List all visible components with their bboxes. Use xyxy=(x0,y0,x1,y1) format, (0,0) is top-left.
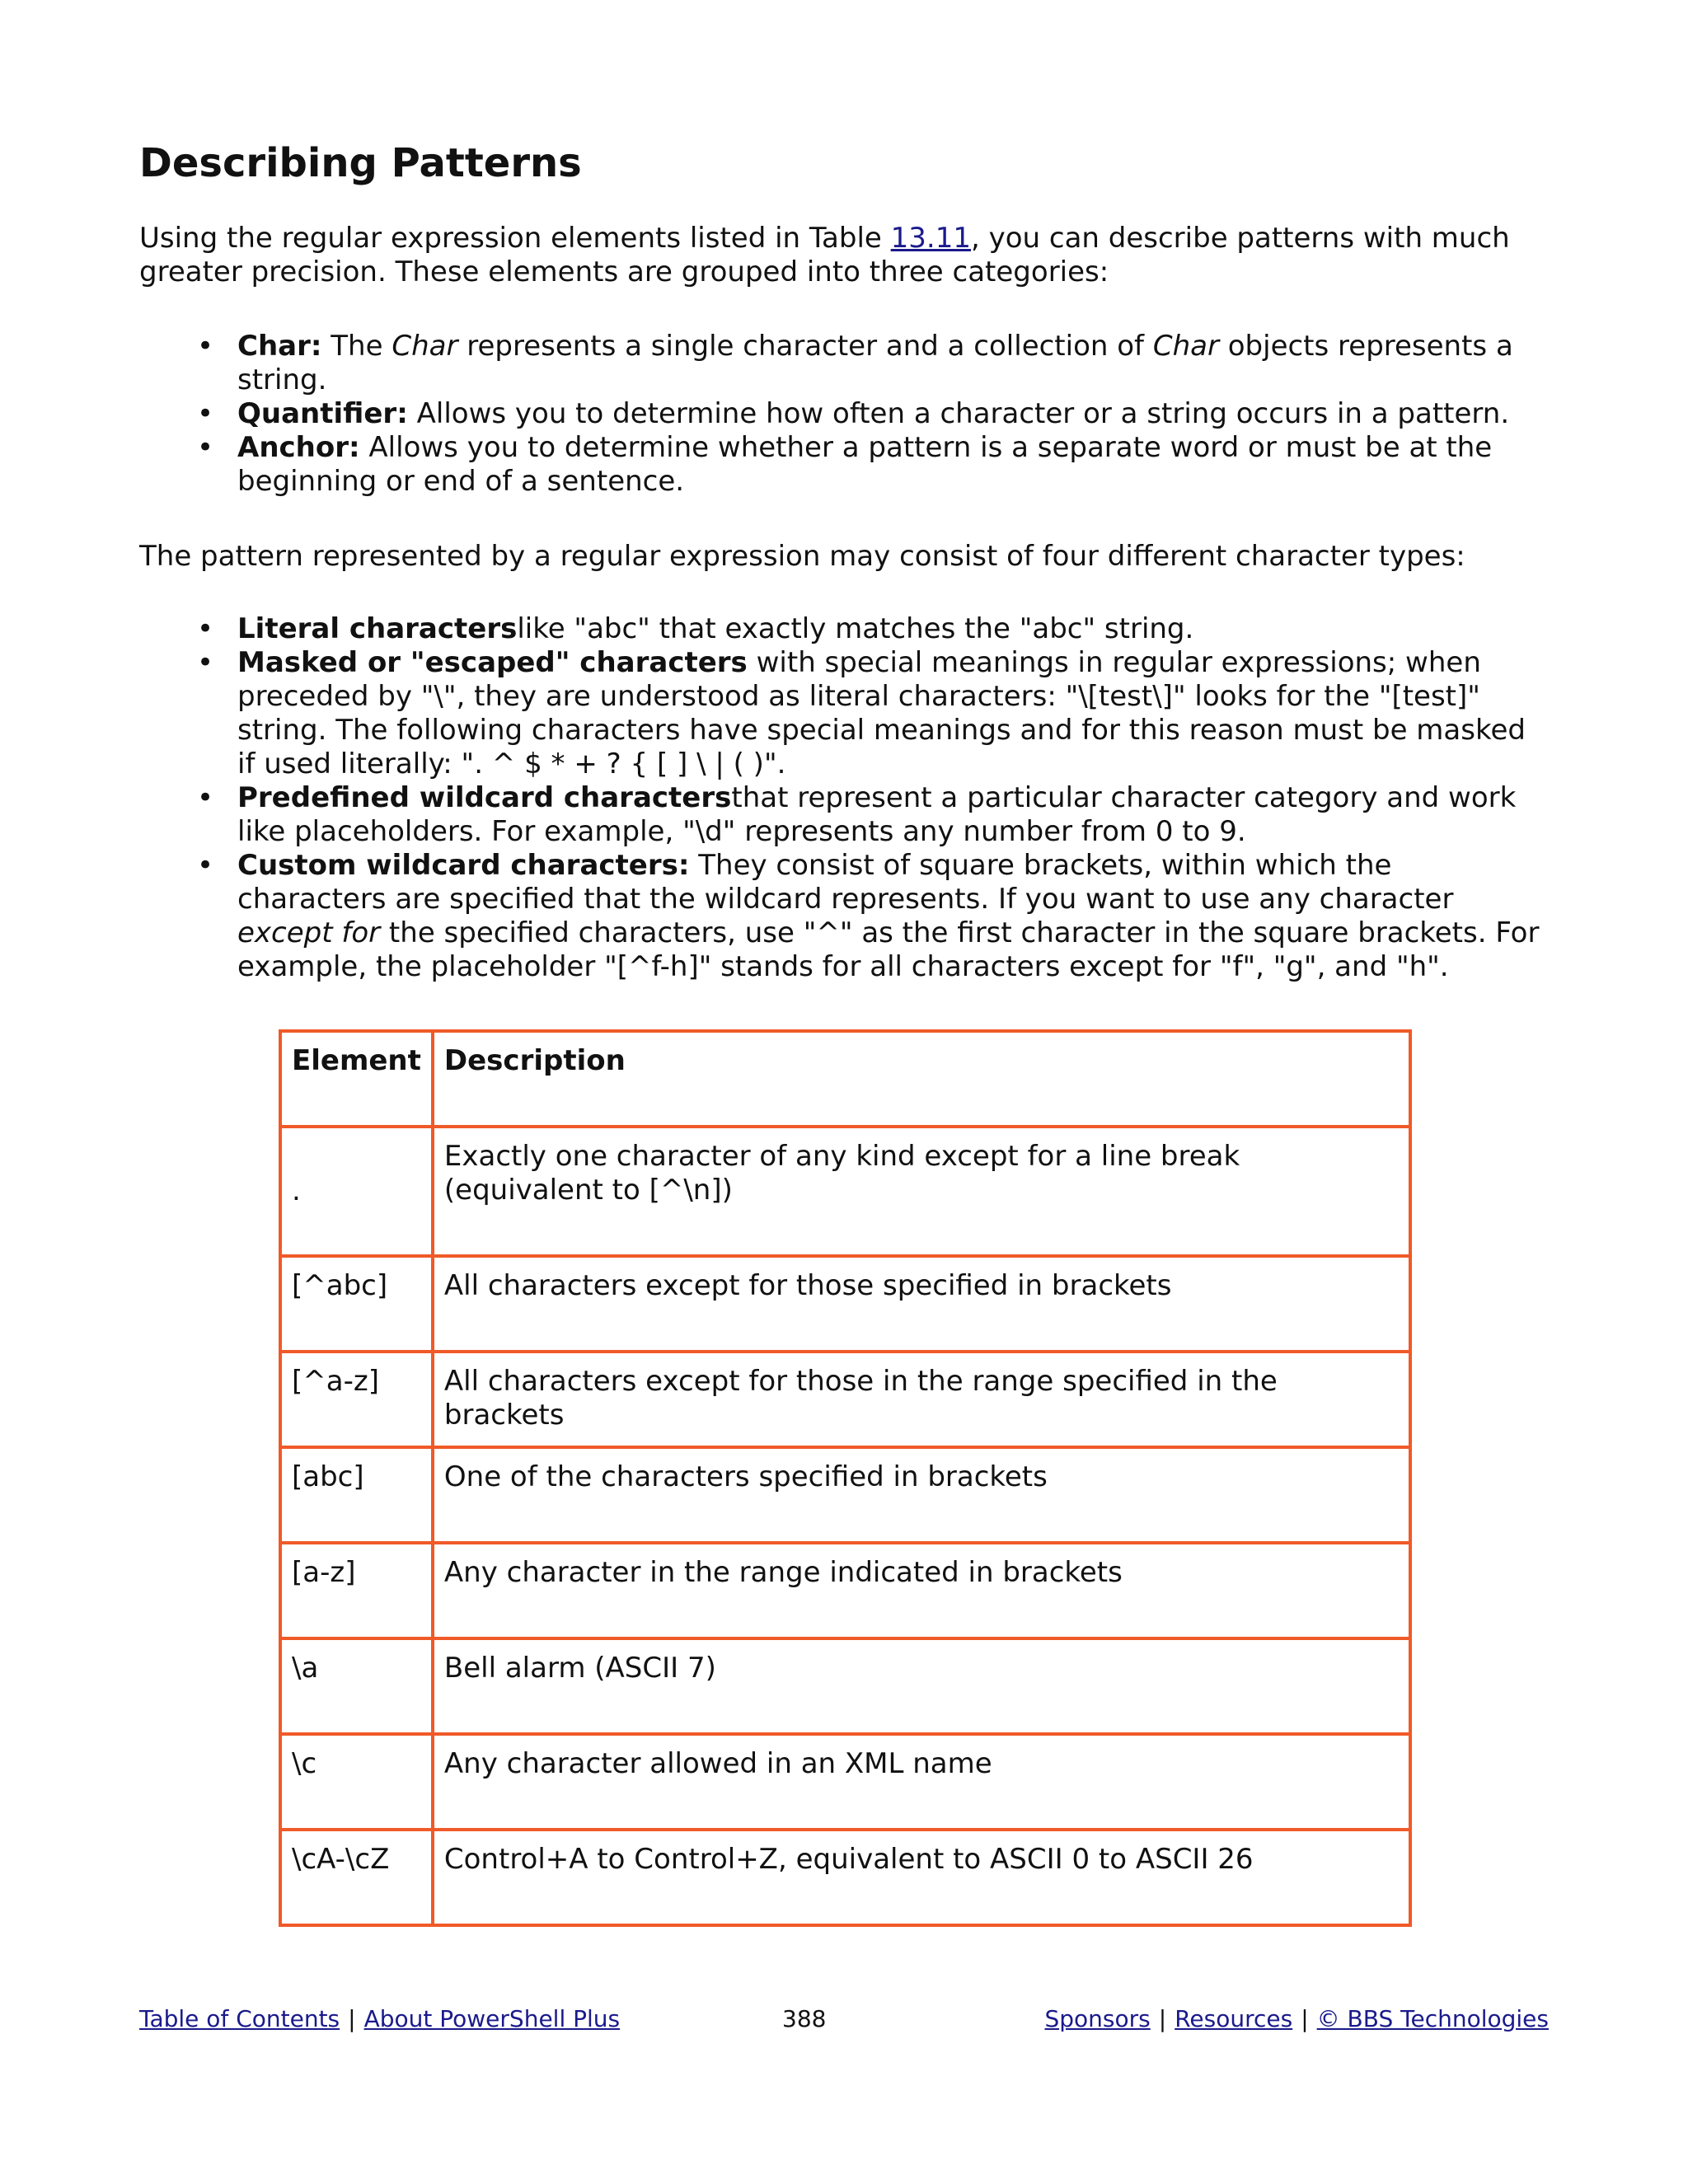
list-item xyxy=(139,781,1549,849)
category-term: Char: xyxy=(237,330,322,363)
table-row xyxy=(280,1734,1410,1830)
regex-elements-table xyxy=(279,1029,1412,1927)
category-term: Anchor: xyxy=(237,431,360,464)
table-row xyxy=(280,1543,1410,1638)
bullet-icon: • xyxy=(197,431,214,464)
list-item xyxy=(139,612,1549,646)
list-item xyxy=(139,646,1549,781)
type-term: Custom wildcard characters: xyxy=(237,849,690,882)
list-item xyxy=(139,397,1549,431)
bullet-icon: • xyxy=(197,849,214,882)
table-row xyxy=(280,1830,1410,1925)
element-cell: \cA-\cZ xyxy=(280,1830,433,1925)
copyright-link[interactable]: © BBS Technologies xyxy=(1316,2005,1549,2032)
element-cell: . xyxy=(280,1127,433,1256)
description-cell: All characters except for those in the range specified in the brackets xyxy=(433,1352,1410,1447)
description-cell: Bell alarm (ASCII 7) xyxy=(433,1638,1410,1734)
description-cell: Any character allowed in an XML name xyxy=(433,1734,1410,1830)
page-number: 388 xyxy=(782,2005,827,2032)
intro-paragraph xyxy=(139,222,1549,289)
type-term: Literal characters xyxy=(237,612,518,645)
table-row xyxy=(280,1256,1410,1352)
type-text: like "abc" that exactly matches the "abc" string. xyxy=(517,612,1194,645)
char-italic: Char xyxy=(392,330,458,363)
bullet-icon: • xyxy=(197,646,214,679)
element-cell: [^abc] xyxy=(280,1256,433,1352)
description-cell: Exactly one character of any kind except for a line break (equivalent to [^\n]) xyxy=(433,1127,1410,1256)
footer-separator: | xyxy=(1301,2005,1309,2032)
sponsors-link[interactable]: Sponsors xyxy=(1044,2005,1151,2032)
intro-text-after: , you can describe patterns with much greater precision. These elements are grouped into three categories: xyxy=(139,222,1510,288)
type-term: Masked or "escaped" characters xyxy=(237,646,748,679)
types-list xyxy=(139,612,1549,984)
category-term: Quantifier: xyxy=(237,397,408,430)
footer-separator: | xyxy=(1158,2005,1167,2032)
about-powershell-plus-link[interactable]: About PowerShell Plus xyxy=(363,2005,621,2032)
intro-text-before: Using the regular expression elements listed in Table xyxy=(139,222,891,255)
element-cell: \c xyxy=(280,1734,433,1830)
page-heading: Describing Patterns xyxy=(139,140,582,186)
type-term: Predefined wildcard characters xyxy=(237,781,732,814)
types-intro: The pattern represented by a regular expression may consist of four different character types: xyxy=(139,540,1465,573)
resources-link[interactable]: Resources xyxy=(1175,2005,1293,2032)
document-page xyxy=(139,0,1549,2184)
bullet-icon: • xyxy=(197,330,214,363)
table-row xyxy=(280,1127,1410,1256)
table-row xyxy=(280,1352,1410,1447)
list-item: • Char: The Char represents a single character and a collection of Char objects represents a string. xyxy=(197,330,1513,396)
element-cell: [a-z] xyxy=(280,1543,433,1638)
element-cell: \a xyxy=(280,1638,433,1734)
header-element: Element xyxy=(280,1031,433,1127)
categories-list xyxy=(139,330,1549,499)
table-reference-link[interactable]: 13.11 xyxy=(890,222,971,255)
bullet-icon: • xyxy=(197,612,214,645)
description-cell: Any character in the range indicated in brackets xyxy=(433,1543,1410,1638)
category-text: Allows you to determine how often a character or a string occurs in a pattern. xyxy=(416,397,1510,430)
description-cell: Control+A to Control+Z, equivalent to ASCII 0 to ASCII 26 xyxy=(433,1830,1410,1925)
table-row xyxy=(280,1447,1410,1543)
element-cell: [abc] xyxy=(280,1447,433,1543)
type-text: with special meanings in regular expressions; when preceded by "\", they are understood as literal characters: "\[test\]" looks for the "[test]" string. The following characters have special meanings and for this reason must be masked if used literally: ". ^ $ * + ? { [ ] \ | ( )". xyxy=(237,646,1526,780)
footer-left xyxy=(139,2004,620,2034)
category-text: Allows you to determine whether a pattern is a separate word or must be at the beginning or end of a sentence. xyxy=(237,431,1493,498)
footer-right xyxy=(1045,2004,1550,2034)
list-item: • Custom wildcard characters: They consist of square brackets, within which the characters are specified that the wildcard represents. If you want to use any character except for the specified characters, use "^" as the first character in the square brackets. For example, the placeholder "[^f-h]" stands for all characters except for "f", "g", and "h". xyxy=(197,849,1540,983)
bullet-icon: • xyxy=(197,781,214,814)
except-for-italic: except for xyxy=(237,916,381,949)
description-cell: All characters except for those specified in brackets xyxy=(433,1256,1410,1352)
description-cell: One of the characters specified in brackets xyxy=(433,1447,1410,1543)
table-header-row xyxy=(280,1031,1410,1127)
bullet-icon: • xyxy=(197,397,214,430)
table-row xyxy=(280,1638,1410,1734)
type-text: that represent a particular character category and work like placeholders. For example, "\d" represents any number from 0 to 9. xyxy=(237,781,1517,848)
char-italic: Char xyxy=(1152,330,1219,363)
header-description: Description xyxy=(433,1031,1410,1127)
list-item xyxy=(139,431,1549,499)
element-cell: [^a-z] xyxy=(280,1352,433,1447)
table-of-contents-link[interactable]: Table of Contents xyxy=(139,2005,340,2032)
footer-separator: | xyxy=(348,2005,356,2032)
